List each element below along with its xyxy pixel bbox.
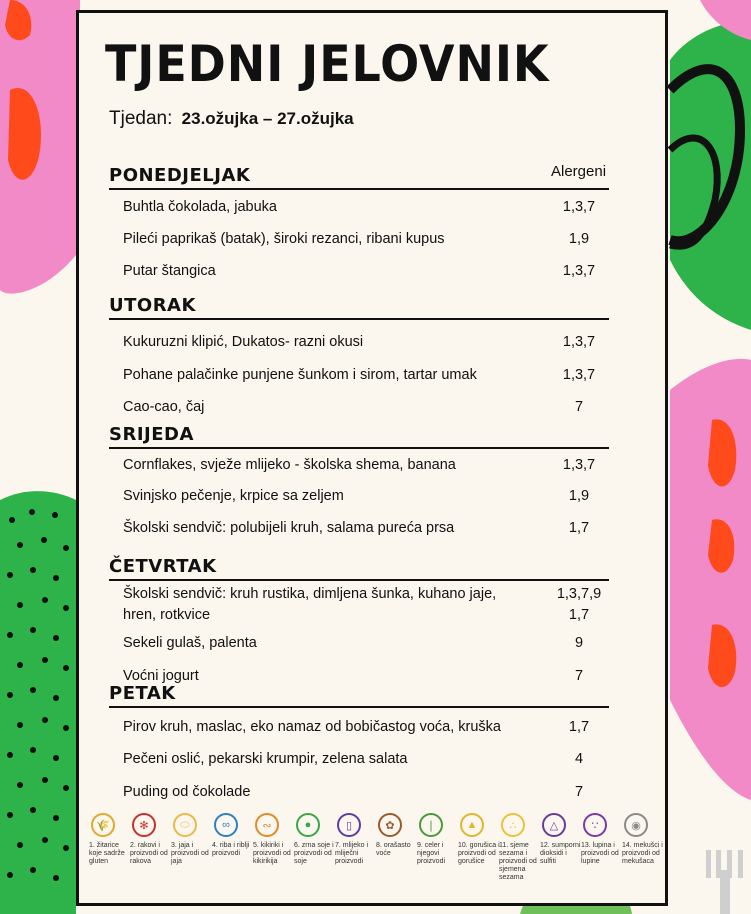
meal-item: Voćni jogurt <box>123 668 199 684</box>
allergen-code: 1,3,7 <box>562 263 596 279</box>
mollusc-icon: ◉ <box>624 813 648 837</box>
allergen-code: 1,9 <box>568 231 590 247</box>
allergen-column-header: Alergeni <box>551 163 607 180</box>
allergen-code: 7 <box>574 784 584 800</box>
celery-icon: ❘ <box>419 813 443 837</box>
day-heading-monday: PONEDJELJAK <box>109 165 609 190</box>
sesame-icon: ∴ <box>501 813 525 837</box>
legend-item <box>253 813 295 866</box>
legend-item <box>540 813 582 866</box>
legend-item <box>89 813 131 866</box>
week-label: Tjedan: <box>109 108 173 129</box>
meal-item: Kukuruzni klipić, Dukatos- razni okusi <box>123 334 364 350</box>
allergen-code: 1,3,7,9 <box>556 586 602 602</box>
week-dates: 23.ožujka – 27.ožujka <box>181 109 354 128</box>
fish-icon: ∞ <box>214 813 238 837</box>
meal-item: Sekeli gulaš, palenta <box>123 635 257 651</box>
meal-item: Svinjsko pečenje, krpice sa zeljem <box>123 488 344 504</box>
legend-text: 13. lupina i proizvodi od lupine <box>581 842 619 865</box>
allergen-code: 7 <box>574 668 584 684</box>
legend-item <box>212 813 254 858</box>
legend-item <box>335 813 377 866</box>
meal-item: Pohane palačinke punjene šunkom i sirom, tartar umak <box>123 367 477 383</box>
legend-item <box>294 813 336 866</box>
legend-item <box>581 813 623 866</box>
meal-item: hren, rotkvice <box>123 607 211 623</box>
allergen-code: 1,3,7 <box>562 199 596 215</box>
allergen-code: 1,3,7 <box>562 334 596 350</box>
legend-item <box>376 813 418 858</box>
day-heading-friday: PETAK <box>109 683 609 708</box>
legend-item <box>499 813 541 882</box>
sulphite-icon: △ <box>542 813 566 837</box>
meal-item: Puding od čokolade <box>123 784 251 800</box>
meal-item: Pečeni oslić, pekarski krumpir, zelena salata <box>123 751 408 767</box>
allergen-code: 9 <box>574 635 584 651</box>
allergen-legend <box>89 813 669 903</box>
meal-item: Školski sendvič: polubijeli kruh, salama pureća prsa <box>123 520 455 536</box>
meal-item: Pileći paprikaš (batak), široki rezanci, ribani kupus <box>123 231 445 247</box>
page-title: TJEDNI JELOVNIK <box>105 35 550 93</box>
legend-text: 12. sumporni dioksidi i sulfiti <box>540 842 581 865</box>
legend-item <box>622 813 664 866</box>
legend-item <box>417 813 459 866</box>
legend-text: 6. zrna soje i proizvodi od soje <box>294 842 334 865</box>
legend-item <box>458 813 500 866</box>
egg-icon: ⬭ <box>173 813 197 837</box>
legend-text: 3. jaja i proizvodi od jaja <box>171 842 209 865</box>
allergen-code: 4 <box>574 751 584 767</box>
nut-icon: ✿ <box>378 813 402 837</box>
allergen-code: 1,9 <box>568 488 590 504</box>
day-heading-thursday: ČETVRTAK <box>109 556 609 581</box>
crab-icon: ✻ <box>132 813 156 837</box>
allergen-code: 1,3,7 <box>562 457 596 473</box>
meal-item: Buhtla čokolada, jabuka <box>123 199 277 215</box>
legend-text: 14. mekušci i proizvodi od mekušaca <box>622 842 663 865</box>
legend-text: 2. rakovi i proizvodi od rakova <box>130 842 168 865</box>
day-heading-wednesday: SRIJEDA <box>109 424 609 449</box>
meal-item: Cao-cao, čaj <box>123 399 205 415</box>
legend-item <box>130 813 172 866</box>
legend-text: 1. žitarice koje sadrže gluten <box>89 842 125 865</box>
meal-item: Pirov kruh, maslac, eko namaz od bobičastog voća, kruška <box>123 719 501 735</box>
soy-icon: ● <box>296 813 320 837</box>
legend-text: 11. sjeme sezama i proizvodi od sjemena sezama <box>499 842 537 881</box>
allergen-code: 1,7 <box>568 719 590 735</box>
week-range <box>109 108 354 130</box>
legend-text: 9. celer i njegovi proizvodi <box>417 842 446 865</box>
allergen-code: 1,7 <box>568 520 590 536</box>
menu-card <box>76 10 668 906</box>
legend-text: 10. gorušica i proizvodi od gorušice <box>458 842 500 865</box>
allergen-code: 1,3,7 <box>562 367 596 383</box>
meal-item: Školski sendvič: kruh rustika, dimljena šunka, kuhano jaje, <box>123 586 497 602</box>
legend-text: 4. riba i riblji proizvodi <box>212 842 250 857</box>
allergen-code: 1,7 <box>568 607 590 623</box>
wheat-icon: 🌾 <box>91 813 115 837</box>
legend-text: 5. kikiriki i proizvodi od kikirikija <box>253 842 291 865</box>
meal-item: Cornflakes, svježe mlijeko - školska shema, banana <box>123 457 456 473</box>
legend-item <box>171 813 213 866</box>
allergen-code: 7 <box>574 399 584 415</box>
lupin-icon: ∵ <box>583 813 607 837</box>
legend-text: 7. mlijeko i mliječni proizvodi <box>335 842 369 865</box>
peanut-icon: ∾ <box>255 813 279 837</box>
meal-item: Putar štangica <box>123 263 216 279</box>
mustard-icon: ▲ <box>460 813 484 837</box>
day-heading-tuesday: UTORAK <box>109 295 609 320</box>
milk-icon: ▯ <box>337 813 361 837</box>
legend-text: 8. orašasto voće <box>376 842 411 857</box>
